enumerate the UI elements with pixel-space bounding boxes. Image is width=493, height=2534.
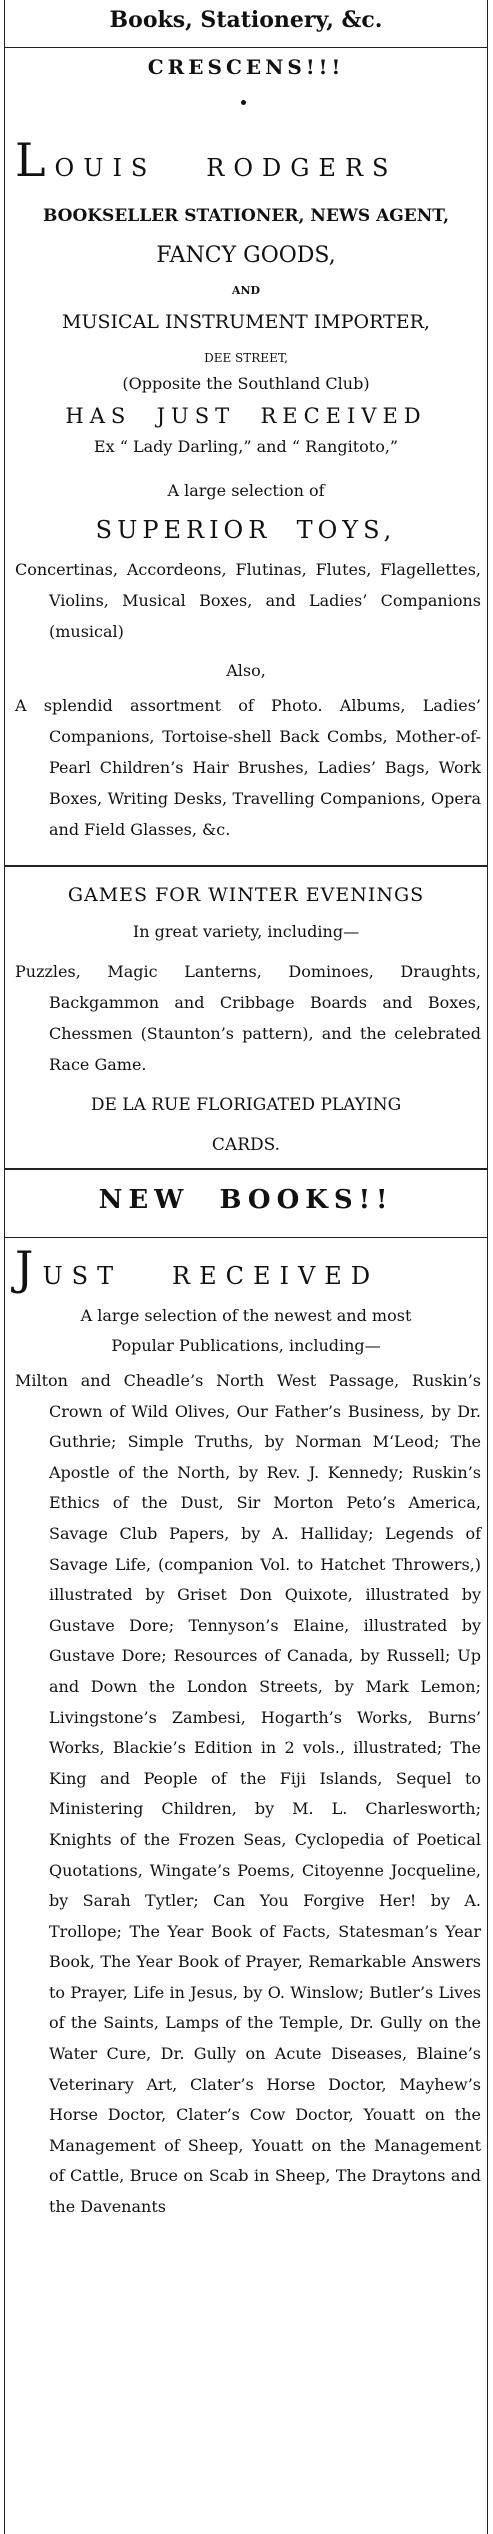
- drop-cap-l: L: [15, 133, 55, 187]
- crescens-heading: CRESCENS!!!: [147, 55, 345, 79]
- and-line: AND: [231, 284, 261, 297]
- ad-divider-rule: [5, 1168, 487, 1170]
- delarue-line: DE LA RUE FLORIGATED PLAYING: [90, 1095, 402, 1115]
- variety-line: In great variety, including—: [132, 922, 360, 941]
- also-paragraph: A splendid assortment of Photo. Albums, Ladies’ Companions, Tortoise-shell Back Combs, Mother-of-Pearl Children’s Hair Brushes, Ladies’ Bags, Work Boxes, Writing Desks, Travelling Companions, Opera and Field Glasses, &c.: [15, 696, 481, 839]
- musical-line: MUSICAL INSTRUMENT IMPORTER,: [62, 311, 430, 333]
- section-rule: [5, 865, 487, 867]
- just-rest: UST RECEIVED: [42, 1262, 380, 1290]
- new-books-heading: NEW BOOKS!!: [98, 1185, 394, 1215]
- occupation-line: BOOKSELLER STATIONER, NEWS AGENT,: [42, 206, 450, 226]
- drop-cap-j: J: [15, 1241, 43, 1295]
- newspaper-column: [4, 0, 488, 2534]
- street-line: DEE STREET,: [204, 351, 288, 365]
- cards-line: CARDS.: [211, 1135, 281, 1155]
- title-rule: [5, 1237, 487, 1238]
- games-heading: GAMES FOR WINTER EVENINGS: [67, 884, 425, 906]
- just-received-heading: [5, 1241, 487, 1300]
- section-header: Books, Stationery, &c.: [5, 0, 487, 48]
- books-paragraph: Milton and Cheadle’s North West Passage, Ruskin’s Crown of Wild Olives, Our Father’s Business, by Dr. Guthrie; Simple Truths, by Norman M‘Leod; The Apostle of the North, by Rev. J. Kennedy; Ruskin’s Ethics of the Dust, Sir Morton Peto’s America, Savage Club Papers, by A. Halliday; Legends of Savage Life, (companion Vol. to Hatchet Throwers,) illustrated by Griset Don Quixote, illustrated by Gustave Dore; Tennyson’s Elaine, illustrated by Gustave Dore; Resources of Canada, by Russell; Up and Down the London Streets, by Mark Lemon; Livingstone’s Zambesi, Hogarth’s Works, Burns’ Works, Blackie’s Edition in 2 vols., illustrated; The King and People of the Fiji Islands, Sequel to Ministering Children, by M. L. Charlesworth; Knights of the Frozen Seas, Cyclopedia of Poetical Quotations, Wingate’s Poems, Citoyenne Jocqueline, by Sarah Tytler; Can You Forgive Her! by A. Trollope; The Year Book of Facts, Statesman’s Year Book, The Year Book of Prayer, Remarkable Answers to Prayer, Life in Jesus, by O. Winslow; Butler’s Lives of the Saints, Lamps of the Temple, Dr. Gully on the Water Cure, Dr. Gully on Acute Diseases, Blaine’s Veterinary Art, Clater’s Horse Doctor, Mayhew’s Horse Doctor, Clater’s Cow Doctor, Youatt on the Management of Sheep, Youatt on the Management of Cattle, Bruce on Scab in Sheep, The Draytons and the Davenants: [15, 1371, 481, 2217]
- ex-line: Ex “ Lady Darling,” and “ Rangitoto,”: [93, 437, 399, 456]
- louis-rodgers-name: [5, 133, 487, 200]
- selection-line: A large selection of the newest and most: [80, 1306, 412, 1325]
- large-selection-line: A large selection of: [167, 481, 325, 500]
- popular-line: Popular Publications, including—: [111, 1336, 381, 1355]
- also-line: Also,: [226, 661, 266, 680]
- superior-toys-heading: SUPERIOR TOYS,: [95, 516, 397, 544]
- opposite-line: (Opposite the Southland Club): [122, 374, 370, 393]
- toys-paragraph: Concertinas, Accordeons, Flutinas, Flutes, Flagellettes, Violins, Musical Boxes, and Ladies’ Companions (musical): [15, 560, 481, 641]
- games-paragraph: Puzzles, Magic Lanterns, Dominoes, Draughts, Backgammon and Cribbage Boards and Boxes, Chessmen (Staunton’s pattern), and the celebrated Race Game.: [15, 962, 481, 1074]
- ornament-dot: [241, 100, 246, 105]
- name-rest: OUIS RODGERS: [54, 154, 398, 182]
- has-just-received: HAS JUST RECEIVED: [65, 404, 427, 428]
- fancy-goods-line: FANCY GOODS,: [156, 243, 336, 268]
